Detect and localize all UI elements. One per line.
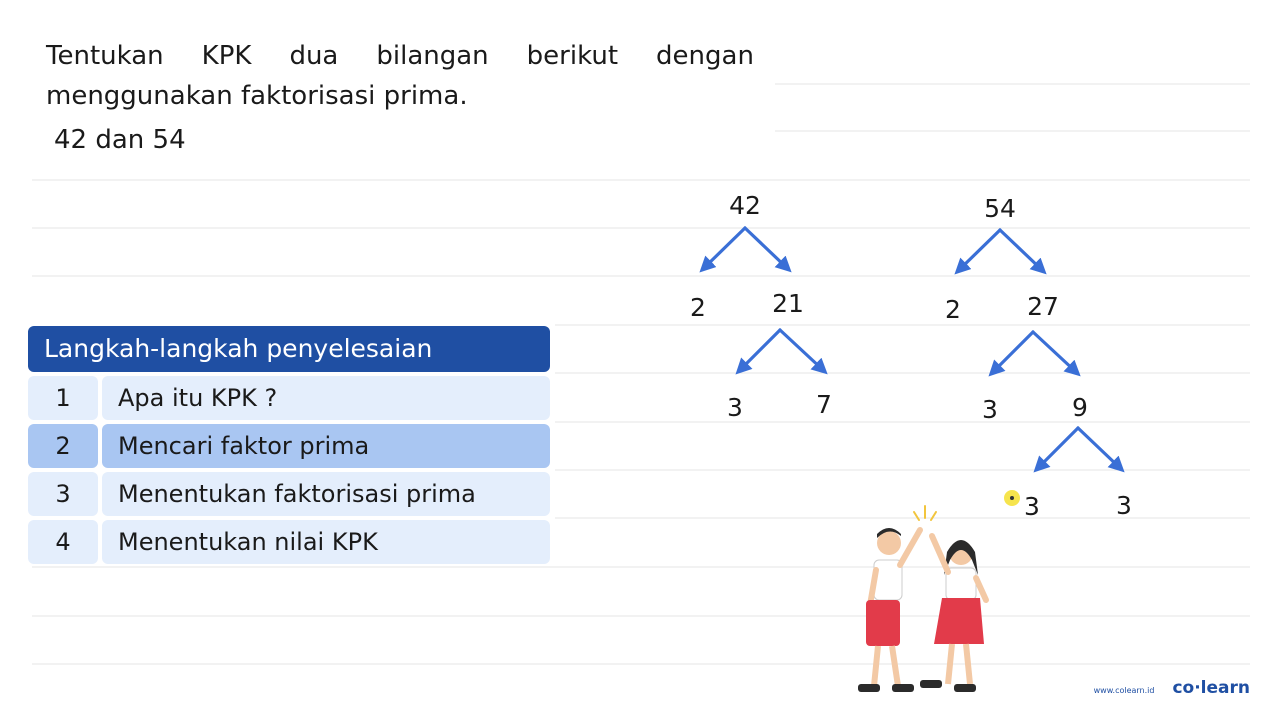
question-word: bilangan — [376, 41, 489, 71]
brand-logo: co·learn — [1172, 678, 1250, 698]
step-number: 2 — [28, 424, 98, 468]
question-word: dua — [289, 41, 339, 71]
students-illustration-icon — [858, 506, 986, 692]
factor-tree-42 — [690, 191, 832, 422]
branch-arrow — [959, 230, 1000, 270]
question-word: KPK — [201, 41, 252, 71]
branch-arrow — [704, 228, 745, 268]
branch-arrow — [1038, 428, 1078, 468]
question-word: dengan — [656, 41, 754, 71]
tree-node: 27 — [1027, 292, 1059, 321]
step-number: 4 — [28, 520, 98, 564]
steps-header: Langkah-langkah penyelesaian — [28, 326, 550, 372]
branch-arrow — [740, 330, 780, 370]
step-label: Mencari faktor prima — [102, 424, 550, 468]
tree-node: 2 — [690, 293, 706, 322]
branch-arrow — [1033, 332, 1076, 372]
tree-node: 21 — [772, 289, 804, 318]
tree-node: 3 — [1024, 492, 1040, 521]
branch-arrow — [780, 330, 823, 370]
step-number: 3 — [28, 472, 98, 516]
step-label: Menentukan nilai KPK — [102, 520, 550, 564]
tree-node: 7 — [816, 390, 832, 419]
question-numbers: 42 dan 54 — [54, 125, 186, 155]
pointer-center-icon — [1010, 496, 1014, 500]
tree-node: 3 — [727, 393, 743, 422]
question-word: berikut — [526, 41, 619, 71]
tree-node: 3 — [1116, 491, 1132, 520]
colearn-logo — [1094, 678, 1250, 698]
footer-url: www.colearn.id — [1093, 686, 1155, 695]
branch-arrow — [993, 332, 1033, 372]
tree-node: 9 — [1072, 393, 1088, 422]
branch-arrow — [1078, 428, 1120, 468]
step-label: Menentukan faktorisasi prima — [102, 472, 550, 516]
branch-arrow — [745, 228, 787, 268]
branch-arrow — [1000, 230, 1042, 270]
tree-node-root: 42 — [729, 191, 761, 220]
tree-node: 2 — [945, 295, 961, 324]
question-line-2: menggunakan faktorisasi prima. — [46, 81, 468, 111]
step-label: Apa itu KPK ? — [102, 376, 550, 420]
tree-node: 3 — [982, 395, 998, 424]
factor-tree-54 — [945, 194, 1132, 521]
tree-node-root: 54 — [984, 194, 1016, 223]
step-number: 1 — [28, 376, 98, 420]
question-word: Tentukan — [46, 41, 164, 71]
